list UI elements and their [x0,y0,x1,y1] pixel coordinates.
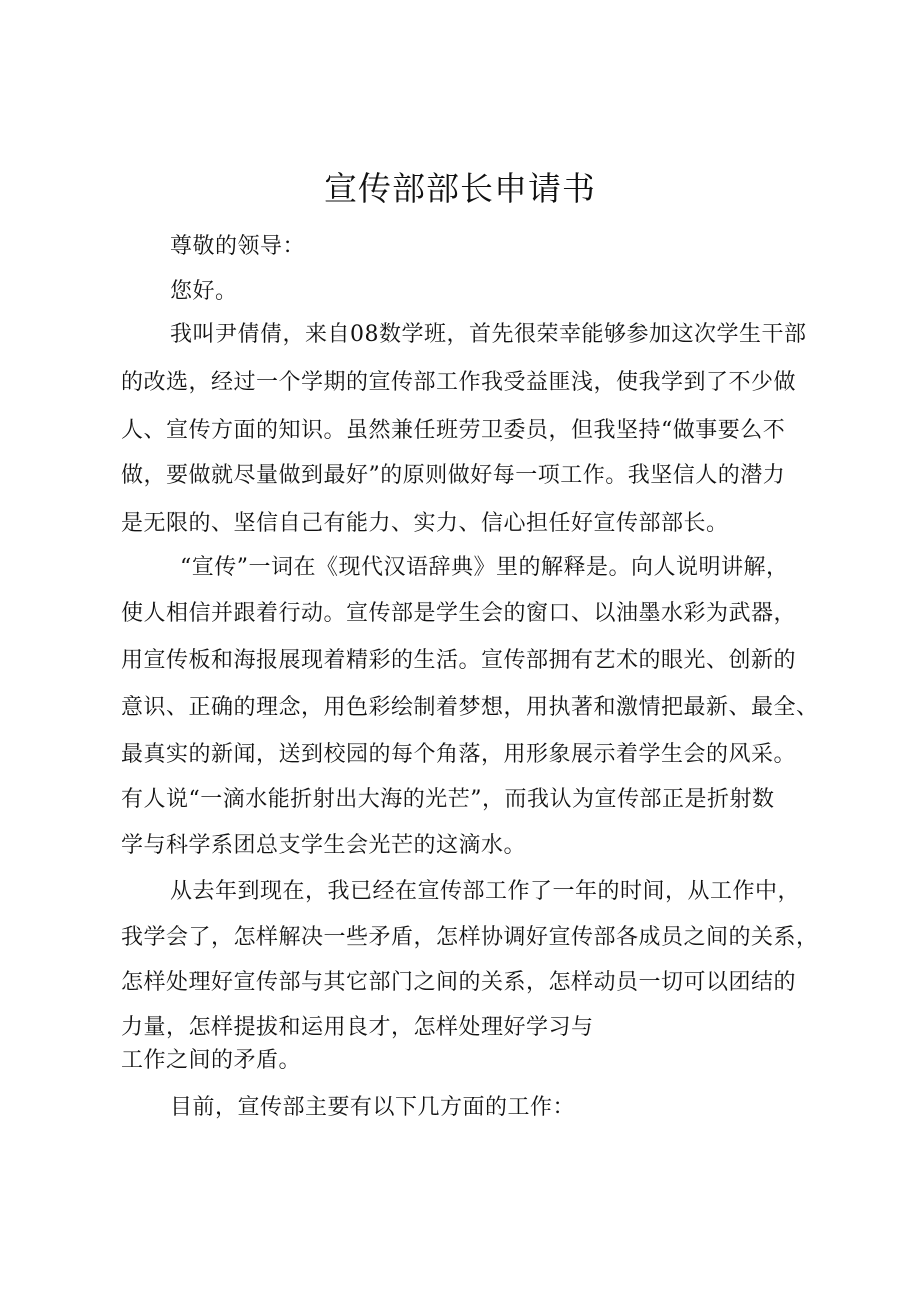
paragraph-1-line-4: 做，要做就尽量做到最好”的原则做好每一项工作。我坚信人的潜力 [121,463,786,488]
paragraph-3-line-3: 怎样处理好宣传部与其它部门之间的关系，怎样动员一切可以团结的 [121,970,797,995]
paragraph-2-line-4: 意识、正确的理念，用色彩绘制着梦想，用执著和激情把最新、最全、 [121,695,819,720]
paragraph-2-line-2: 使人相信并跟着行动。宣传部是学生会的窗口、以油墨水彩为武器， [121,601,797,626]
greeting-line: 您好。 [170,279,238,304]
paragraph-2-line-5: 最真实的新闻，送到校园的每个角落，用形象展示着学生会的风采。 [121,742,797,767]
paragraph-3-line-4: 力量，怎样提拔和运用良才，怎样处理好学习与 [121,1015,594,1040]
paragraph-2-line-3: 用宣传板和海报展现着精彩的生活。宣传部拥有艺术的眼光、创新的 [121,648,797,673]
paragraph-4-line-1: 目前，宣传部主要有以下几方面的工作： [170,1095,576,1120]
paragraph-3-line-5: 工作之间的矛盾。 [121,1048,302,1073]
paragraph-3-line-1: 从去年到现在，我已经在宣传部工作了一年的时间，从工作中， [170,879,801,904]
salutation-line: 尊敬的领导： [170,234,306,259]
paragraph-1-line-5: 是无限的、坚信自己有能力、实力、信心担任好宣传部部长。 [121,511,729,536]
paragraph-2-line-6: 有人说“一滴水能折射出大海的光芒”，而我认为宣传部正是折射数 [121,787,775,812]
paragraph-1-line-2: 的改选，经过一个学期的宣传部工作我受益匪浅，使我学到了不少做 [121,370,797,395]
paragraph-2-line-1: “宣传”一词在《现代汉语辞典》里的解释是。向人说明讲解， [180,555,789,580]
paragraph-2-line-7: 学与科学系团总支学生会光芒的这滴水。 [121,833,527,858]
paragraph-1-line-3: 人、宣传方面的知识。虽然兼任班劳卫委员，但我坚持“做事要么不 [121,418,786,443]
paragraph-3-line-2: 我学会了，怎样解决一些矛盾，怎样协调好宣传部各成员之间的关系， [121,925,819,950]
page-title: 宣传部部长申请书 [324,169,596,208]
paragraph-1-line-1: 我叫尹倩倩，来自08数学班，首先很荣幸能够参加这次学生干部 [170,322,807,347]
